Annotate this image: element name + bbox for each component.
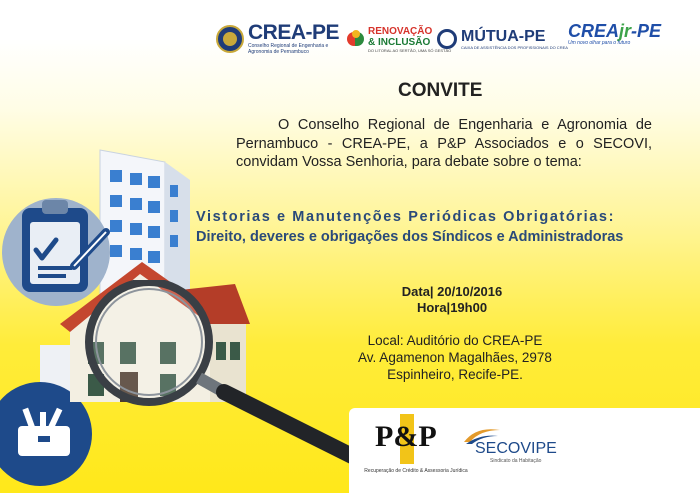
magnifier-icon: [74, 280, 374, 470]
subject-line1: Vistorias e Manutenções Periódicas Obrigatórias:: [196, 209, 616, 225]
location-line3: Espinheiro, Recife-PE.: [387, 367, 523, 382]
secovi-logo-sub: Sindicato da Habitação: [490, 458, 542, 464]
location-line2: Av. Agamenon Magalhães, 2978: [358, 350, 552, 365]
crea-jr-sub: Um novo olhar para o futuro: [568, 40, 631, 46]
location-line1: Local: Auditório do CREA-PE: [367, 333, 543, 348]
event-location: [340, 332, 570, 383]
mutua-logo-sub: CAIXA DE ASSISTÊNCIA DOS PROFISSIONAIS DO CREA: [461, 44, 568, 50]
invite-title: CONVITE: [398, 80, 483, 101]
crea-jr-name-jr: jr: [619, 21, 632, 41]
renovacao-mark-icon: [347, 30, 365, 48]
event-datetime: [388, 284, 516, 316]
invite-subject: [196, 207, 666, 247]
subject-line2: Direito, deveres e obrigações dos Síndicos e Administradoras: [196, 229, 624, 245]
renovacao-logo: [347, 22, 451, 56]
crea-pe-logo: [216, 22, 339, 56]
toolbox-icon: [12, 404, 76, 460]
clipboard-clip: [42, 200, 68, 214]
invite-intro: O Conselho Regional de Engenharia e Agronomia de Pernambuco - CREA-PE, a P&P Associados e o SECOVI, convidam Vossa Senhoria, para debate sobre o tema:: [236, 117, 652, 170]
event-date: Data| 20/10/2016: [401, 284, 503, 299]
pp-logo-name: P&P: [375, 420, 437, 453]
crea-jr-name-right: -PE: [631, 21, 662, 41]
renovacao-line1: RENOVAÇÃO: [368, 25, 433, 37]
event-hour: Hora|19h00: [416, 300, 488, 315]
renovacao-sub: DO LITORAL AO SERTÃO, UMA SÓ GESTÃO: [368, 47, 452, 53]
pp-logo-sub: Recuperação de Crédito & Assessoria Jurídica: [364, 468, 468, 474]
renovacao-line2: & INCLUSÃO: [368, 36, 431, 48]
crea-logo-sub: Conselho Regional de Engenharia e Agronomia de Pernambuco: [248, 43, 329, 55]
mutua-pe-logo: [437, 22, 568, 56]
mutua-seal-icon: [437, 29, 457, 49]
crea-jr-name-left: CREA: [568, 21, 620, 41]
crea-seal-icon: [216, 25, 244, 53]
crea-logo-name: CREA-PE: [248, 21, 340, 44]
secovi-logo-name: SECOVIPE: [475, 440, 557, 457]
crea-jr-name: [568, 22, 661, 40]
crea-jr-logo: [568, 22, 661, 56]
mutua-logo-name: MÚTUA-PE: [461, 27, 546, 45]
